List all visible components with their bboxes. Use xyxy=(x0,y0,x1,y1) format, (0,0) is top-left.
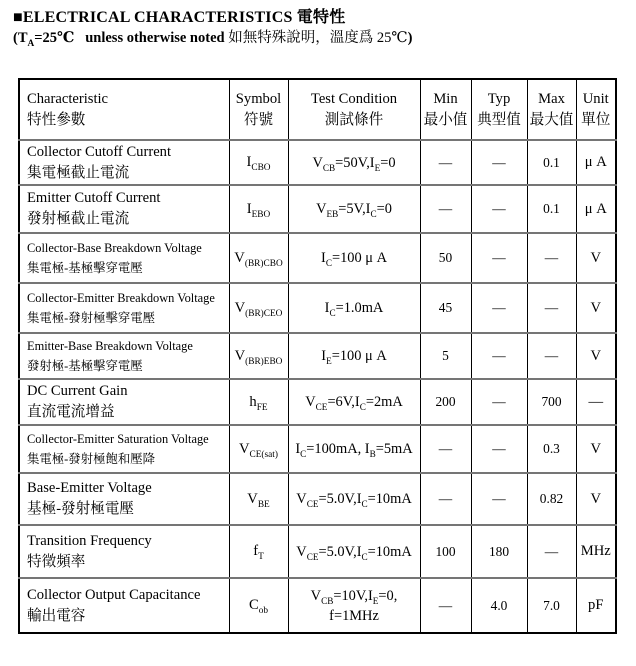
min-cell: 100 xyxy=(420,525,471,578)
square-bullet-icon: ■ xyxy=(13,9,23,26)
characteristic-cell xyxy=(19,578,229,633)
table-row xyxy=(19,333,616,379)
typ-cell: — xyxy=(471,425,527,473)
symbol-cell: $V_{BE}$ xyxy=(229,473,288,525)
characteristic-cell xyxy=(19,283,229,333)
table-row xyxy=(19,473,616,525)
typ-cell: 180 xyxy=(471,525,527,578)
unit-cell: V xyxy=(576,473,616,525)
unit-cell: pF xyxy=(588,597,604,613)
table-row xyxy=(19,140,616,185)
typ-cell: — xyxy=(471,379,527,425)
characteristic-cell xyxy=(19,473,229,525)
table-row xyxy=(19,283,616,333)
min-cell: 5 xyxy=(420,333,471,379)
header-typ: Typ 典型值 xyxy=(471,79,527,140)
characteristic-zh: 發射極-基極擊穿電壓 xyxy=(27,359,143,373)
typ-cell: — xyxy=(471,233,527,283)
condition-cell: $V_{CE}=5.0V,I_C=10mA$ xyxy=(288,525,420,578)
min-cell: 200 xyxy=(420,379,471,425)
characteristic-zh: 發射極截止電流 xyxy=(27,211,130,227)
typ-cell: — xyxy=(471,473,527,525)
symbol-cell: $I_{EBO}$ xyxy=(229,185,288,233)
typ-cell: — xyxy=(471,140,527,185)
characteristic-cell xyxy=(19,379,229,425)
condition-cell: $I_C=100$ μ A xyxy=(288,233,420,283)
characteristic-en: Collector-Emitter Breakdown Voltage xyxy=(27,291,215,305)
characteristic-zh: 集電極-基極擊穿電壓 xyxy=(27,261,143,275)
header-characteristic: Characteristic 特性參數 xyxy=(19,79,229,140)
symbol-cell: $I_{CBO}$ xyxy=(229,140,288,185)
symbol-cell: $V_{(BR)CBO}$ xyxy=(229,233,288,283)
subtitle-condition-zh: 如無特殊說明，溫度爲 25℃ xyxy=(228,30,408,46)
symbol-cell: $f_T$ xyxy=(229,525,288,578)
unit-cell: MHz xyxy=(576,525,616,578)
electrical-characteristics-table xyxy=(18,78,617,634)
characteristic-cell xyxy=(19,525,229,578)
characteristic-zh: 直流電流增益 xyxy=(27,404,115,420)
typ-cell: — xyxy=(471,185,527,233)
header-symbol: Symbol 符號 xyxy=(229,79,288,140)
max-cell: 7.0 xyxy=(527,578,576,633)
condition-cell: $V_{CB}=10V,I_E=0$, f=1MHz xyxy=(288,578,420,633)
min-cell: — xyxy=(420,578,471,633)
header-min: Min 最小值 xyxy=(420,79,471,140)
unit-cell: V xyxy=(576,333,616,379)
unit-cell: V xyxy=(576,425,616,473)
max-cell: 0.82 xyxy=(527,473,576,525)
table-row xyxy=(19,425,616,473)
characteristic-cell xyxy=(19,425,229,473)
characteristic-en: Collector-Emitter Saturation Voltage xyxy=(27,432,209,446)
characteristic-cell xyxy=(19,233,229,283)
max-cell: 0.1 xyxy=(527,185,576,233)
characteristic-en: Emitter-Base Breakdown Voltage xyxy=(27,339,193,353)
characteristic-en: Collector-Base Breakdown Voltage xyxy=(27,241,202,255)
condition-cell: $I_C=1.0mA$ xyxy=(288,283,420,333)
unit-cell: μ A xyxy=(576,140,616,185)
typ-cell: — xyxy=(471,283,527,333)
page-subtitle xyxy=(13,26,412,47)
max-cell: 0.1 xyxy=(527,140,576,185)
characteristic-zh: 特徵頻率 xyxy=(27,553,86,570)
characteristic-en: Collector Output Capacitance xyxy=(27,586,201,603)
page-title xyxy=(13,4,345,27)
table-row xyxy=(19,578,616,633)
max-cell: — xyxy=(527,283,576,333)
min-cell: — xyxy=(420,425,471,473)
max-cell: 0.3 xyxy=(527,425,576,473)
max-cell: — xyxy=(527,233,576,283)
subtitle-close-paren: ) xyxy=(407,30,413,46)
condition-cell: $V_{EB}=5V,I_C=0$ xyxy=(288,185,420,233)
header-test-condition: Test Condition 測試條件 xyxy=(288,79,420,140)
condition-cell: $V_{CB}=50V,I_E=0$ xyxy=(288,140,420,185)
table-row xyxy=(19,379,616,425)
max-cell: — xyxy=(527,333,576,379)
header-max: Max 最大值 xyxy=(527,79,576,140)
table-row xyxy=(19,185,616,233)
typ-cell: 4.0 xyxy=(471,578,527,633)
table-header-row xyxy=(19,79,616,140)
table-row xyxy=(19,233,616,283)
min-cell: — xyxy=(420,140,471,185)
characteristic-zh: 基極-發射極電壓 xyxy=(27,501,135,517)
unit-cell: μ A xyxy=(576,185,616,233)
characteristic-cell xyxy=(19,140,229,185)
subtitle-condition-en: ($T_A=25℃$ unless otherwise noted xyxy=(13,30,229,49)
condition-cell: $V_{CE}=5.0V,I_C=10mA$ xyxy=(288,473,420,525)
condition-cell: $I_E=100$ μ A xyxy=(288,333,420,379)
characteristic-en: Base-Emitter Voltage xyxy=(27,480,152,496)
symbol-cell: $V_{CE(sat)}$ xyxy=(229,425,288,473)
condition-cell: $I_C=100mA$, $I_B=5mA$ xyxy=(288,425,420,473)
header-unit: Unit 單位 xyxy=(576,79,616,140)
characteristic-cell xyxy=(19,333,229,379)
condition-cell: $V_{CE}=6V,I_C=2mA$ xyxy=(288,379,420,425)
typ-cell: — xyxy=(471,333,527,379)
unit-cell: V xyxy=(576,233,616,283)
min-cell: 50 xyxy=(420,233,471,283)
characteristic-zh: 集電極截止電流 xyxy=(27,164,130,181)
min-cell: 45 xyxy=(420,283,471,333)
characteristic-zh: 輸出電容 xyxy=(27,607,86,624)
characteristic-en: Transition Frequency xyxy=(27,532,152,549)
characteristic-en: Emitter Cutoff Current xyxy=(27,190,161,206)
page-title-en: ELECTRICAL CHARACTERISTICS xyxy=(22,9,297,26)
max-cell: 700 xyxy=(527,379,576,425)
characteristic-en: DC Current Gain xyxy=(27,383,128,399)
unit-cell: V xyxy=(576,283,616,333)
symbol-cell: $V_{(BR)CEO}$ xyxy=(229,283,288,333)
characteristic-zh: 集電極-發射極擊穿電壓 xyxy=(27,311,156,325)
characteristic-cell xyxy=(19,185,229,233)
characteristic-zh: 集電極-發射極飽和壓降 xyxy=(27,452,156,466)
min-cell: — xyxy=(420,473,471,525)
symbol-cell: $V_{(BR)EBO}$ xyxy=(229,333,288,379)
characteristic-en: Collector Cutoff Current xyxy=(27,143,172,160)
symbol-cell: $C_{ob}$ xyxy=(229,578,288,633)
page-title-zh: 電特性 xyxy=(296,9,346,26)
min-cell: — xyxy=(420,185,471,233)
symbol-cell: $h_{FE}$ xyxy=(229,379,288,425)
table-row xyxy=(19,525,616,578)
max-cell: — xyxy=(527,525,576,578)
unit-cell: — xyxy=(576,379,616,425)
